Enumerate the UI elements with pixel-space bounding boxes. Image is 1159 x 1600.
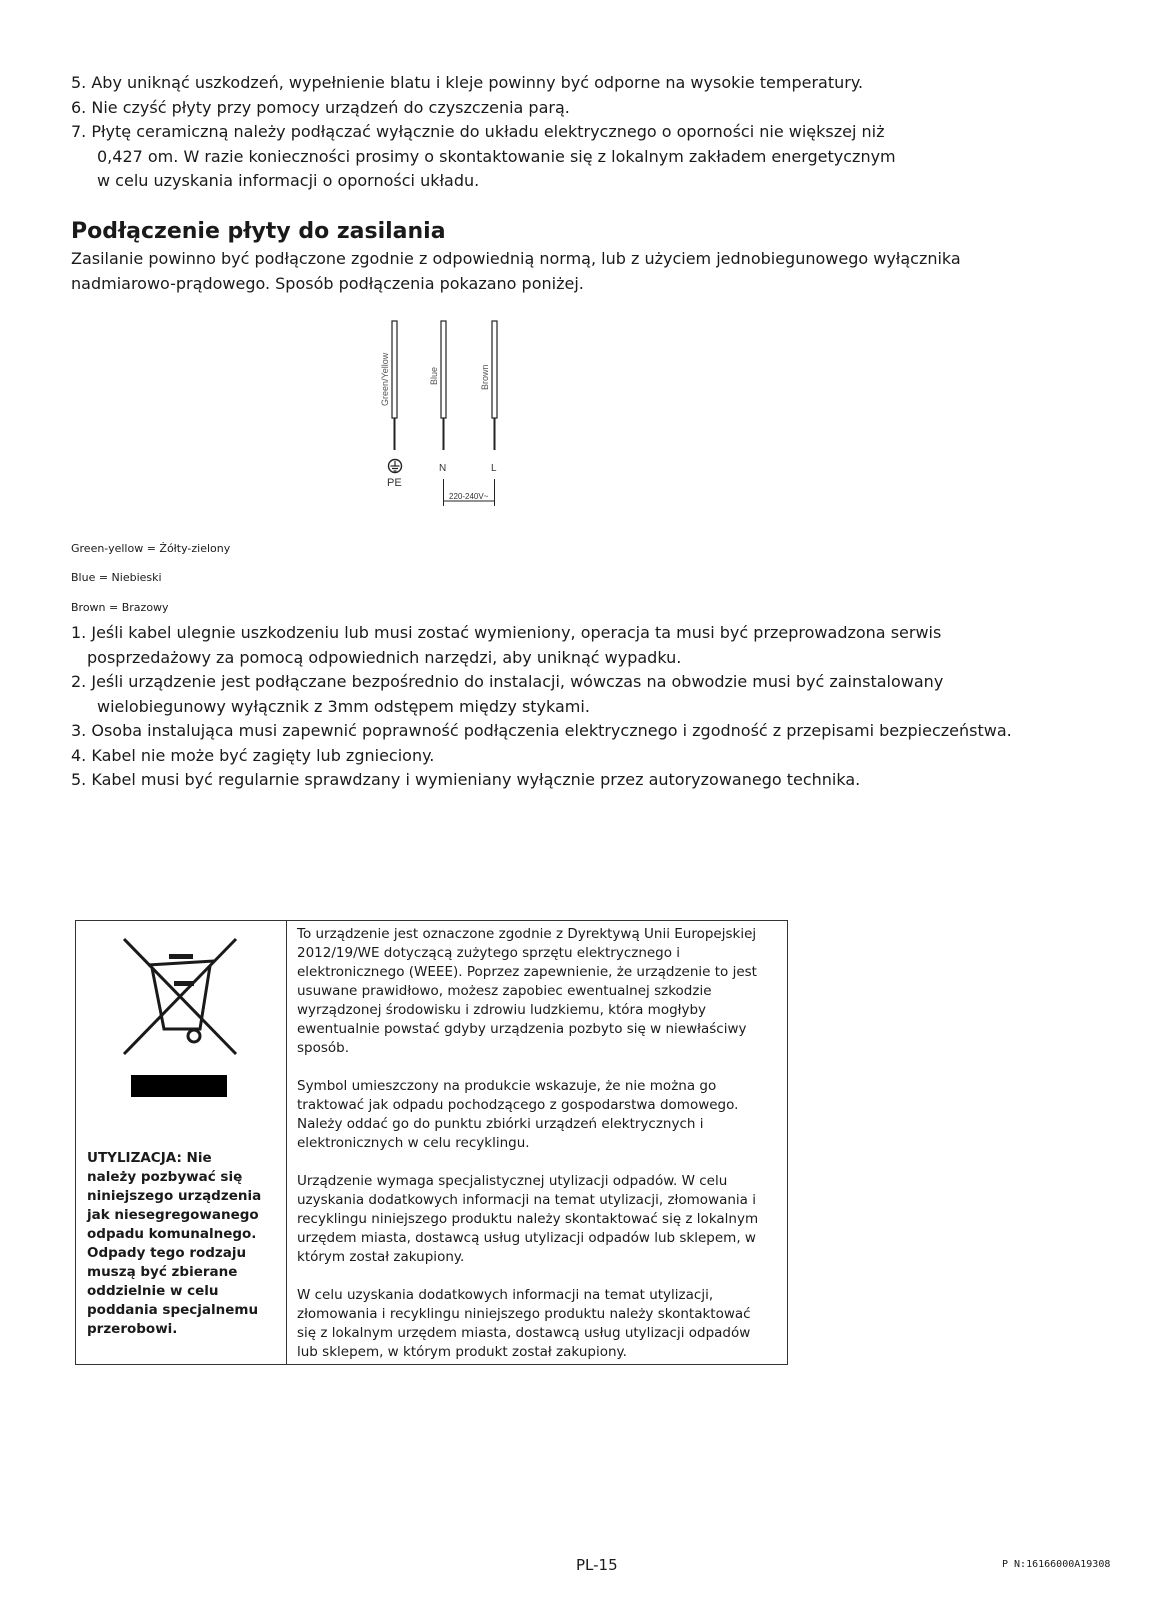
weee-left-cell (76, 921, 287, 1365)
weee-table (75, 920, 788, 1365)
weee-warning-line: muszą być zbierane (87, 1264, 238, 1280)
weee-text-line: W celu uzyskania dodatkowych informacji na temat utylizacji, (297, 1287, 714, 1303)
safety-item-2-cont: wielobiegunowy wyłącznik z 3mm odstępem między stykami. (97, 696, 590, 716)
weee-text-line: się z lokalnym urzędem miasta, dostawcą usług utylizacji odpadów (297, 1325, 751, 1341)
safety-item-5: 5. Kabel musi być regularnie sprawdzany i wymieniany wyłącznie przez autoryzowanego technika. (71, 770, 861, 789)
weee-text-line: recyklingu niniejszego produktu należy skontaktować się z lokalnym (297, 1211, 759, 1227)
weee-warning-line: przerobowi. (87, 1321, 178, 1337)
weee-text-line: 2012/19/WE dotyczącą zużytego sprzętu elektrycznego i (297, 945, 681, 961)
section-paragraph (71, 247, 961, 296)
safety-item-2: 2. Jeśli urządzenie jest podłączane bezpośrednio do instalacji, wówczas na obwodzie musi być zainstalowany (71, 672, 944, 691)
wire-label-green-yellow: Green/Yellow (380, 352, 390, 406)
ground-icon (389, 460, 402, 473)
wire-brown (480, 321, 497, 450)
section-paragraph-line-1: Zasilanie powinno być podłączone zgodnie z odpowiednią normą, lub z użyciem jednobiegunowego wyłącznika (71, 249, 961, 268)
weee-text-line: elektronicznych w celu recyklingu. (297, 1135, 530, 1151)
intro-item-7: 7. Płytę ceramiczną należy podłączać wyłącznie do układu elektrycznego o oporności nie większej niż (71, 122, 885, 141)
weee-text-line: Należy oddać go do punktu zbiórki urządzeń elektrycznych i (297, 1116, 704, 1132)
weee-warning-line: oddzielnie w celu (87, 1283, 219, 1299)
weee-text-line: ewentualnie powstać gdyby urządzenia pozbyto się w niewłaściwy (297, 1021, 747, 1037)
weee-text-line: urzędem miasta, dostawcą usług utylizacji odpadów lub sklepem, w (297, 1230, 756, 1246)
part-number: P N:16166000A19308 (1002, 1559, 1111, 1570)
page-number: PL-15 (576, 1556, 618, 1574)
safety-item-1-cont: posprzedażowy za pomocą odpowiednich narzędzi, aby uniknąć wypadku. (87, 647, 682, 667)
wire-label-blue: Blue (429, 366, 439, 385)
weee-paragraph-1 (297, 925, 779, 1058)
safety-list (71, 621, 1012, 793)
weee-disposal-warning (76, 1149, 261, 1339)
pe-label: PE (387, 477, 402, 489)
safety-item-4: 4. Kabel nie może być zagięty lub zgnieciony. (71, 745, 435, 765)
weee-warning-line: jak niesegregowanego (87, 1207, 259, 1223)
weee-warning-line: niniejszego urządzenia (87, 1188, 262, 1204)
crossed-out-wheelie-bin-icon (76, 921, 286, 1101)
weee-text-line: uzyskania dodatkowych informacji na temat utylizacji, złomowania i (297, 1192, 756, 1208)
weee-warning-line: Odpady tego rodzaju (87, 1245, 247, 1261)
safety-item-1: 1. Jeśli kabel ulegnie uszkodzeniu lub musi zostać wymieniony, operacja ta musi być przeprowadzona serwis (71, 623, 942, 642)
voltage-label: 220-240V~ (449, 492, 489, 501)
intro-item-5: 5. Aby uniknąć uszkodzeń, wypełnienie blatu i kleje powinny być odporne na wysokie temperatury. (71, 73, 864, 92)
weee-warning-line: odpadu komunalnego. (87, 1226, 257, 1242)
weee-text-line: złomowania i recyklingu niniejszego produktu należy skontaktować (297, 1306, 751, 1322)
weee-warning-line: UTYLIZACJA: Nie (87, 1150, 212, 1166)
intro-item-6: 6. Nie czyść płyty przy pomocy urządzeń do czyszczenia parą. (71, 97, 570, 117)
weee-warning-line: należy pozbywać się (87, 1169, 243, 1185)
legend-green-yellow: Green-yellow = Żółty-zielony (71, 542, 231, 555)
weee-text-line: lub sklepem, w którym produkt został zakupiony. (297, 1344, 627, 1360)
weee-text-line: To urządzenie jest oznaczone zgodnie z Dyrektywą Unii Europejskiej (297, 926, 757, 942)
weee-text-line: Urządzenie wymaga specjalistycznej utylizacji odpadów. W celu (297, 1173, 728, 1189)
safety-item-3: 3. Osoba instalująca musi zapewnić poprawność podłączenia elektrycznego i zgodność z przepisami bezpieczeństwa. (71, 721, 1012, 740)
weee-right-cell (287, 921, 788, 1365)
weee-text-line: którym został zakupiony. (297, 1249, 465, 1265)
weee-paragraph-4 (297, 1286, 779, 1362)
wire-label-brown: Brown (480, 364, 490, 390)
weee-text-line: Symbol umieszczony na produkcie wskazuje, że nie można go (297, 1078, 717, 1094)
wire-blue (429, 321, 446, 450)
terminal-label-l: L (491, 463, 497, 474)
weee-text-line: elektronicznego (WEEE). Poprzez zapewnienie, że urządzenie to jest (297, 964, 757, 980)
weee-text-line: traktować jak odpadu pochodzącego z gospodarstwa domowego. (297, 1097, 739, 1113)
legend-blue: Blue = Niebieski (71, 571, 162, 584)
intro-item-7-cont-1: 0,427 om. W razie konieczności prosimy o skontaktowanie się z lokalnym zakładem energetycznym (97, 146, 896, 166)
wiring-diagram (370, 318, 520, 523)
weee-text-line: usuwane prawidłowo, możesz zapobiec ewentualnej szkodzie (297, 983, 712, 999)
weee-warning-line: poddania specjalnemu (87, 1302, 259, 1318)
weee-paragraph-3 (297, 1172, 779, 1267)
terminal-label-n: N (439, 463, 447, 474)
section-heading: Podłączenie płyty do zasilania (71, 219, 446, 244)
intro-list (71, 71, 896, 194)
section-paragraph-line-2: nadmiarowo-prądowego. Sposób podłączenia pokazano poniżej. (71, 273, 584, 293)
weee-text-line: sposób. (297, 1040, 350, 1056)
wire-green-yellow (380, 321, 397, 450)
intro-item-7-cont-2: w celu uzyskania informacji o oporności układu. (97, 171, 480, 190)
weee-paragraph-2 (297, 1077, 779, 1153)
weee-text-line: wyrządzonej środowisku i zdrowiu ludzkiemu, która mogłyby (297, 1002, 707, 1018)
legend-brown: Brown = Brazowy (71, 601, 169, 614)
